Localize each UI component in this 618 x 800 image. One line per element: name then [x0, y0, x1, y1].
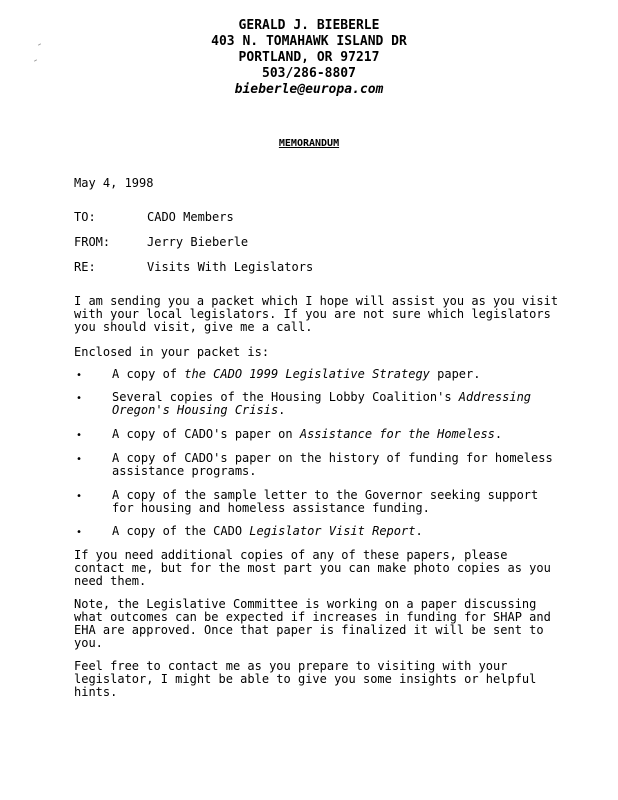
bullet-text: paper.	[429, 367, 481, 381]
bullet-emphasis: Addressing	[458, 390, 532, 404]
bullet-text: A copy of the CADO	[112, 524, 250, 538]
bullet-icon: •	[76, 370, 83, 381]
bullet-item	[112, 452, 553, 478]
copies-line: need them.	[74, 574, 147, 588]
to-value: CADO Members	[147, 210, 234, 224]
closing-paragraph	[74, 660, 594, 699]
letterhead-email: bieberle@europa.com	[234, 82, 384, 97]
bullet-icon: •	[76, 393, 83, 404]
note-line: what outcomes can be expected if increases in funding for SHAP and	[74, 610, 551, 624]
bullet-text: A copy of CADO's paper on	[112, 427, 300, 441]
intro-line: you should visit, give me a call.	[74, 320, 313, 334]
note-line: EHA are approved. Once that paper is finalized it will be sent to	[74, 623, 544, 637]
from-label: FROM:	[74, 235, 111, 249]
bullet-emphasis: Assistance for the Homeless	[299, 427, 495, 441]
intro-line: I am sending you a packet which I hope will assist you as you visit	[74, 294, 559, 308]
letterhead-street: 403 N. TOMAHAWK ISLAND DR	[211, 34, 407, 49]
intro-line: with your local legislators. If you are not sure which legislators	[74, 307, 551, 321]
note-line: Note, the Legislative Committee is working on a paper discussing	[74, 597, 537, 611]
memo-title: MEMORANDUM	[278, 138, 340, 149]
bullet-emphasis: Oregon's Housing Crisis	[112, 403, 279, 417]
bullet-text: Several copies of the Housing Lobby Coalition's	[112, 390, 459, 404]
copies-line: contact me, but for the most part you can make photo copies as you	[74, 561, 551, 575]
note-line: you.	[74, 636, 103, 650]
bullet-icon: •	[76, 491, 83, 502]
bullet-item	[112, 391, 531, 417]
bullet-emphasis: the CADO 1999 Legislative Strategy	[184, 367, 430, 381]
letterhead-phone: 503/286-8807	[262, 66, 356, 81]
letterhead-city: PORTLAND, OR 97217	[238, 50, 380, 65]
copies-line: If you need additional copies of any of these papers, please	[74, 548, 508, 562]
bullet-item	[112, 489, 538, 515]
bullet-text: A copy of CADO's paper on the history of funding for homeless	[112, 451, 553, 465]
re-label: RE:	[74, 260, 96, 274]
bullet-icon: •	[76, 454, 83, 465]
bullet-text: A copy of the sample letter to the Governor seeking support	[112, 488, 539, 502]
bullet-text: .	[415, 524, 423, 538]
intro-paragraph	[74, 295, 594, 334]
bullet-icon: •	[76, 527, 83, 538]
bullet-item	[112, 428, 502, 441]
bullet-item	[112, 525, 423, 538]
bullet-text: A copy of	[112, 367, 185, 381]
closing-line: hints.	[74, 685, 118, 699]
closing-line: Feel free to contact me as you prepare to visiting with your	[74, 659, 508, 673]
to-label: TO:	[74, 210, 96, 224]
memo-date: May 4, 1998	[74, 176, 154, 190]
bullet-text: .	[494, 427, 503, 441]
closing-line: legislator, I might be able to give you some insights or helpful	[74, 672, 537, 686]
bullet-icon: •	[76, 430, 83, 441]
copies-paragraph	[74, 549, 594, 588]
from-value: Jerry Bieberle	[147, 235, 249, 249]
bullet-text: .	[278, 403, 286, 417]
bullet-text: assistance programs.	[112, 464, 257, 478]
letterhead	[0, 18, 618, 98]
bullet-emphasis: Legislator Visit Report	[249, 524, 416, 538]
bullet-text: for housing and homeless assistance funding.	[112, 501, 430, 515]
letterhead-name: GERALD J. BIEBERLE	[238, 18, 380, 33]
enclosed-heading: Enclosed in your packet is:	[74, 345, 270, 359]
bullet-item	[112, 368, 480, 381]
re-value: Visits With Legislators	[147, 260, 314, 274]
note-paragraph	[74, 598, 594, 650]
